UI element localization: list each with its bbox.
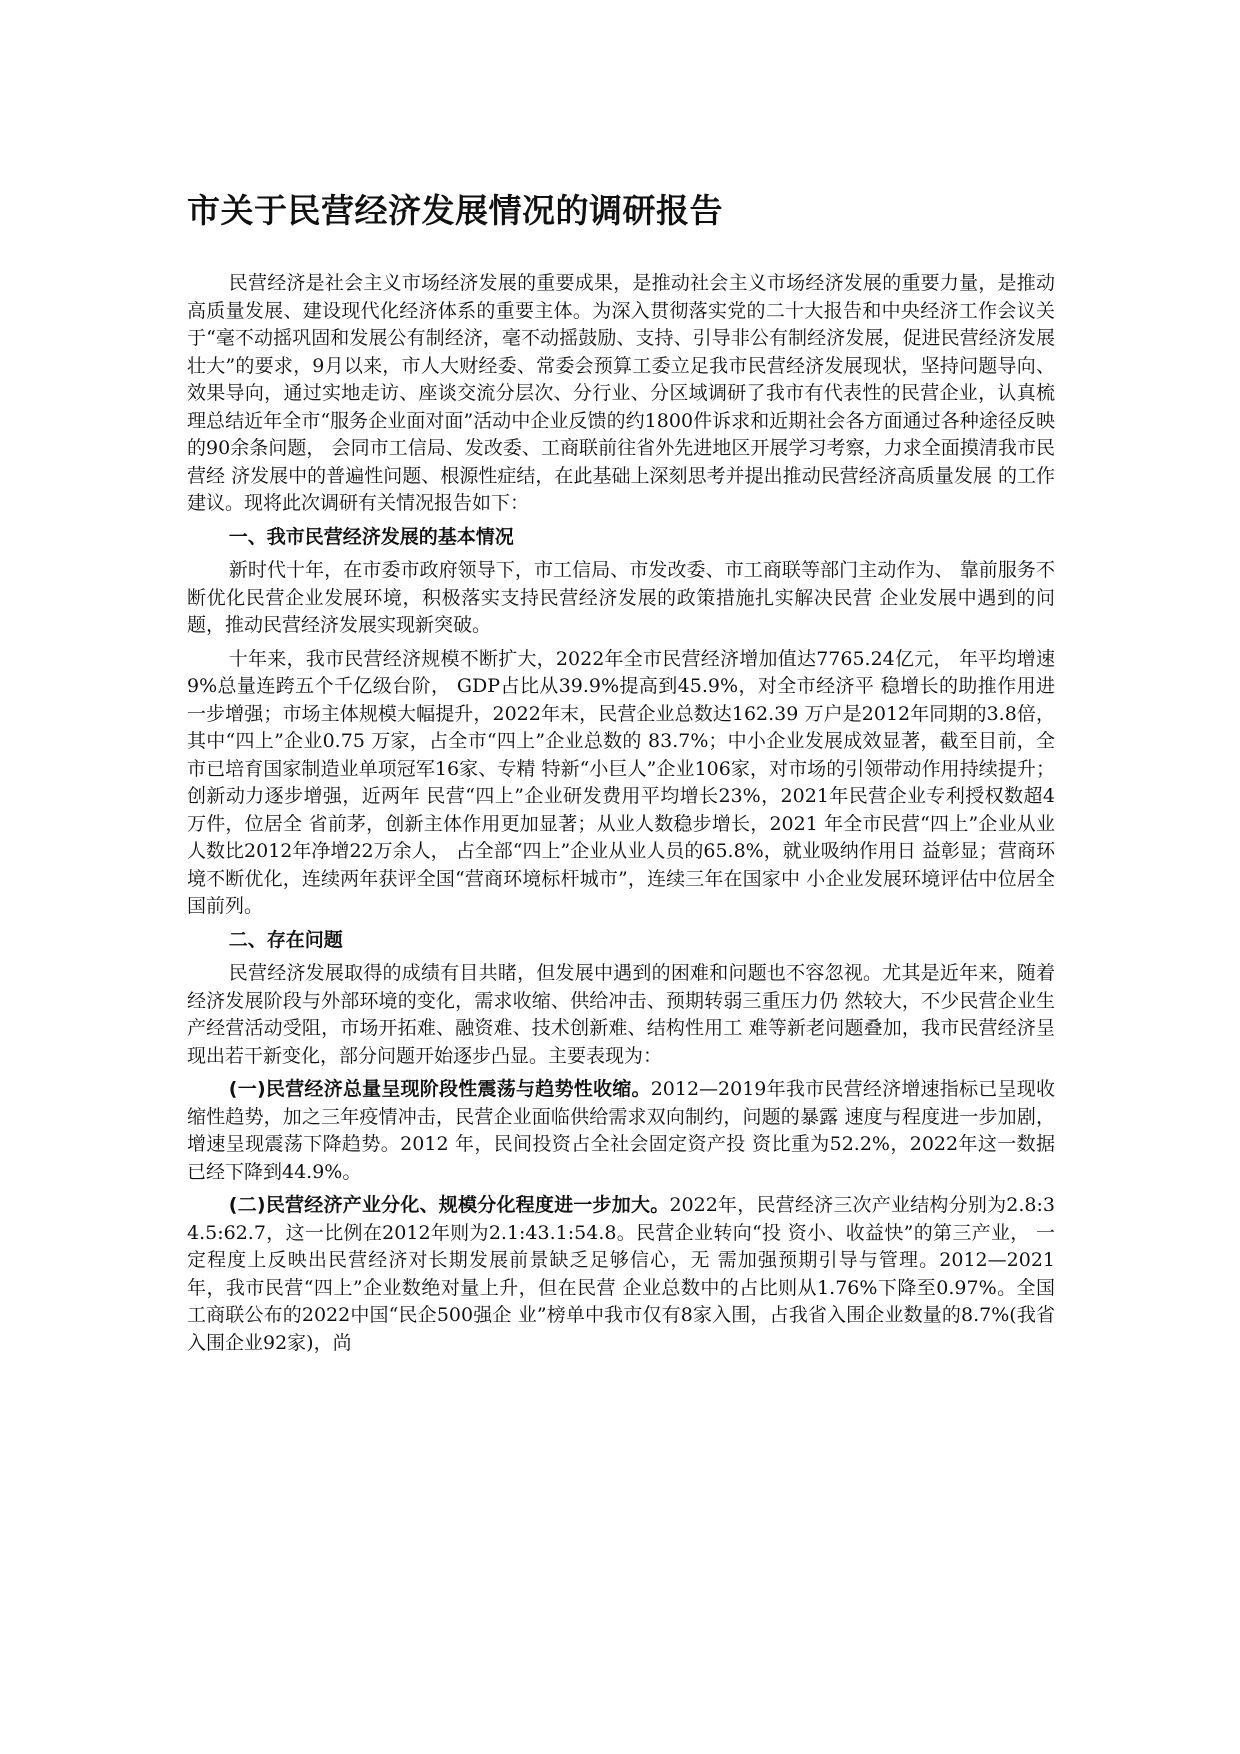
section-heading-basic-situation: 一、我市民营经济发展的基本情况 — [228, 525, 514, 548]
document-body — [187, 188, 1055, 1363]
paragraph-problem-2 — [187, 1192, 1055, 1357]
intro-paragraph: 民营经济是社会主义市场经济发展的重要成果，是推动社会主义市场经济发展的重要力量，是推动高质量发展、建设现代化经济体系的重要主体。为深入贯彻落实党的二十大报告和中央经济工作会议关于“毫不动摇巩固和发展公有制经济，毫不动摇鼓励、支持、引导非公有制经济发展，促进民营经济发展壮大”的要求，9月以来，市人大财经委、常委会预算工委立足我市民营经济发展现状，坚持问题导向、效果导向，通过实地走访、座谈交流分层次、分行业、分区域调研了我市有代表性的民营企业，认真梳理总结近年全市“服务企业面对面”活动中企业反馈的约1800件诉求和近期社会各方面通过各种途径反映的90余条问题， 会同市工信局、发改委、工商联前往省外先进地区开展学习考察，力求全面摸清我市民营经 济发展中的普遍性问题、根源性症结，在此基础上深刻思考并提出推动民营经济高质量发展 的工作建议。现将此次调研有关情况报告如下： — [187, 272, 1055, 514]
document-title: 市关于民营经济发展情况的调研报告 — [187, 191, 723, 230]
section-heading-problems: 二、存在问题 — [228, 928, 343, 951]
problem-2-body: 2022年，民营经济三次产业结构分别为2.8:34.5:62.7，这一比例在2012年则为2.1:43.1:54.8。民营企业转向“投 资小、收益快”的第三产业， 一定程度上反映出民营经济对长期发展前景缺乏足够信心，无 需加强预期引导与管理。2012—2021 年，我市民营“四上”企业数绝对量上升，但在民营 企业总数中的占比则从1.76%下降至0.97%。全国工商联公布的2022中国“民企500强企 业”榜单中我市仅有8家入围，占我省入围企业数量的8.7%(我省入围企业92家)，尚 — [187, 1194, 1056, 1354]
paragraph-ten-years: 十年来，我市民营经济规模不断扩大，2022年全市民营经济增加值达7765.24亿元， 年平均增速9%总量连跨五个千亿级台阶， GDP占比从39.9%提高到45.9%，对全市经济平 稳增长的助推作用进一步增强；市场主体规模大幅提升，2022年末，民营企业总数达162.39 万户是2012年同期的3.8倍，其中“四上”企业0.75 万家，占全市“四上”企业总数的 83.7%；中小企业发展成效显著，截至目前，全市已培育国家制造业单项冠军16家、专精 特新“小巨人”企业106家，对市场的引领带动作用持续提升；创新动力逐步增强，近两年 民营“四上”企业研发费用平均增长23%，2021年民营企业专利授权数超4万件，位居全 省前茅，创新主体作用更加显著；从业人数稳步增长，2021 年全市民营“四上”企业从业 人数比2012年净增22万余人， 占全部“四上”企业从业人员的65.8%，就业吸纳作用日 益彰显；营商环境不断优化，连续两年获评全国“营商环境标杆城市”，连续三年在国家中 小企业发展环境评估中位居全国前列。 — [187, 647, 1055, 917]
problem-1-lead: (一)民营经济总量呈现阶段性震荡与趋势性收缩。 — [228, 1078, 651, 1100]
problem-2-lead: (二)民营经济产业分化、规模分化程度进一步加大。 — [228, 1194, 670, 1216]
problem-1-body: 2012—2019年我市民营经济增速指标已呈现收缩性趋势，加之三年疫情冲击，民营企业面临供给需求双向制约，问题的暴露 速度与程度进一步加剧，增速呈现震荡下降趋势。2012 年，民间投资占全社会固定资产投 资比重为52.2%，2022年这一数据已经下降到44.9%。 — [187, 1078, 1055, 1183]
paragraph-new-era: 新时代十年，在市委市政府领导下，市工信局、市发改委、市工商联等部门主动作为、 靠前服务不断优化民营企业发展环境，积极落实支持民营经济发展的政策措施扎实解决民营 企业发展中遇到的问题，推动民营经济发展实现新突破。 — [187, 559, 1055, 636]
paragraph-problem-1 — [187, 1076, 1055, 1186]
paragraph-problems-intro: 民营经济发展取得的成绩有目共睹，但发展中遇到的困难和问题也不容忽视。尤其是近年来，随着经济发展阶段与外部环境的变化，需求收缩、供给冲击、预期转弱三重压力仍 然较大，不少民营企业生产经营活动受阻，市场开拓难、融资难、技术创新难、结构性用工 难等新老问题叠加，我市民营经济呈现出若干新变化，部分问题开始逐步凸显。主要表现为： — [187, 962, 1055, 1067]
